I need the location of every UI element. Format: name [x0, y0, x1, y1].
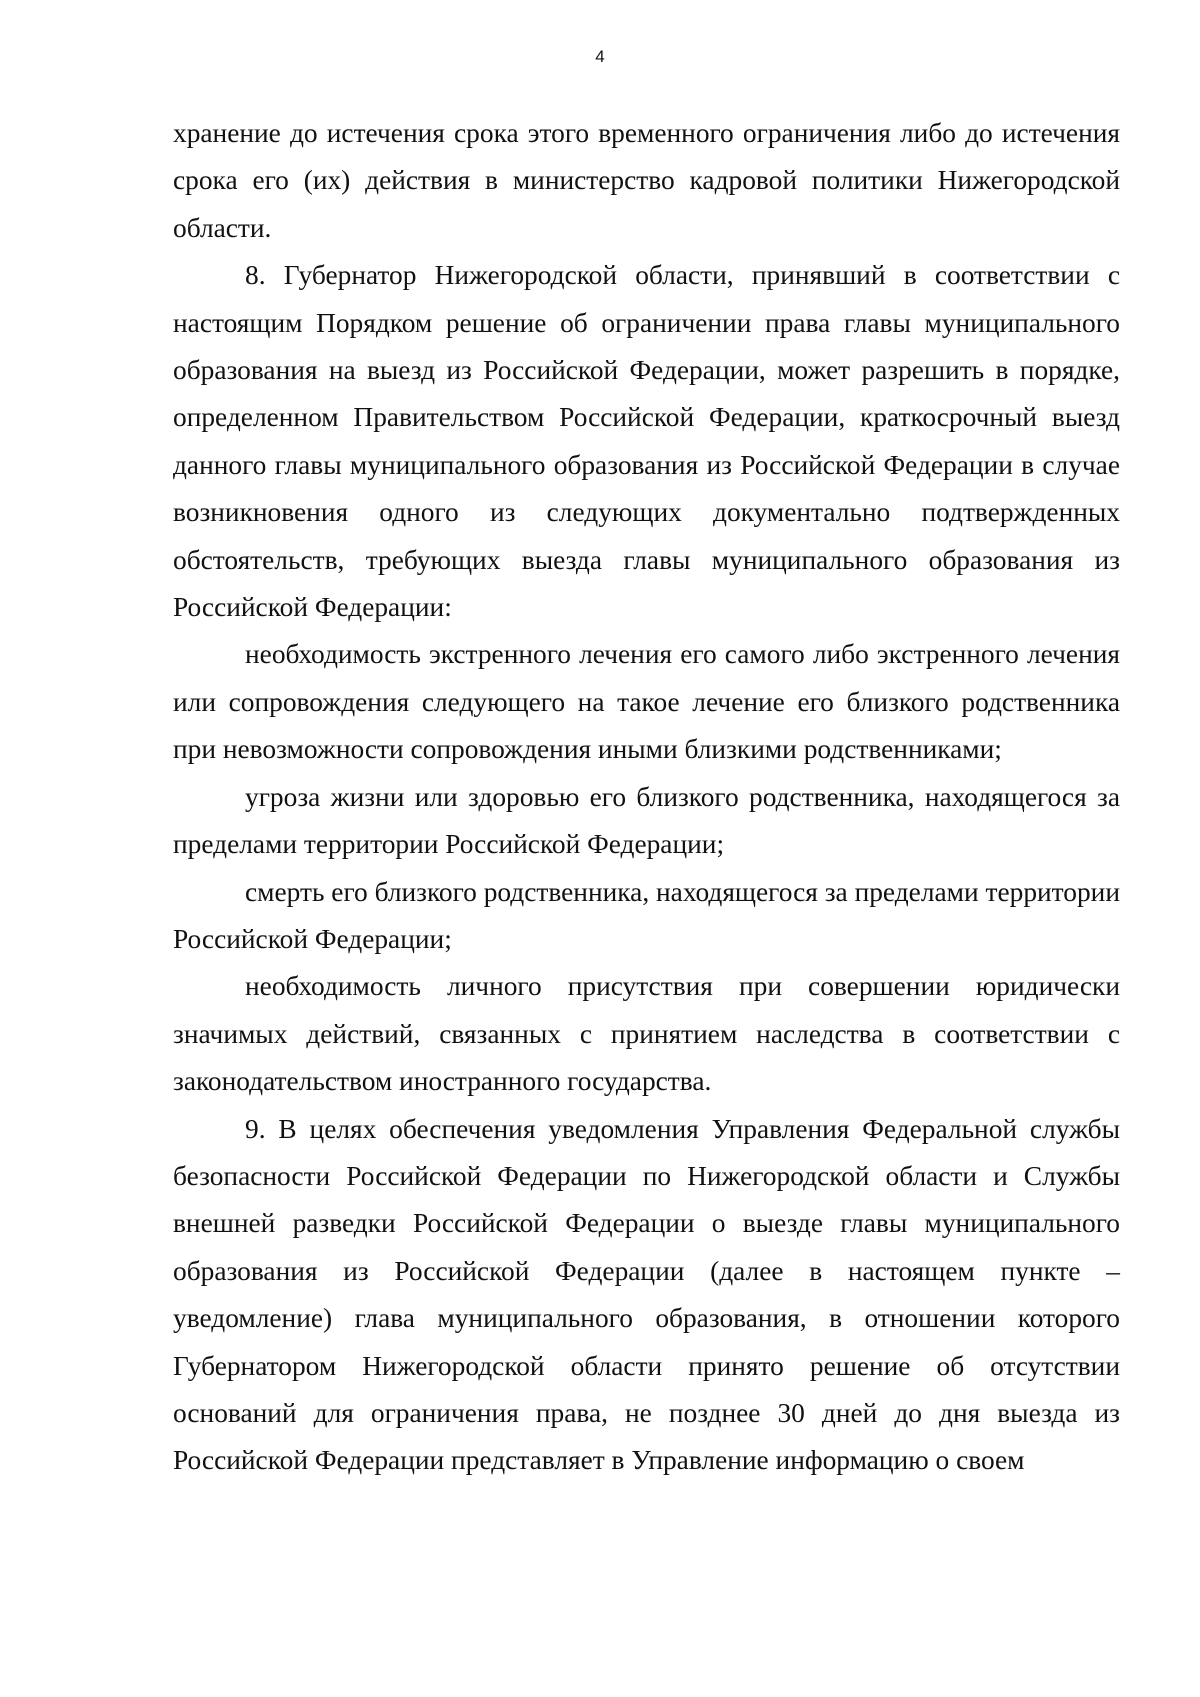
paragraph-circumstance-death: смерть его близкого родственника, находящегося за пределами территории Российской Федерации;	[173, 876, 1120, 954]
document-body	[173, 110, 1120, 1485]
paragraph-item-8: 8. Губернатор Нижегородской области, принявший в соответствии с настоящим Порядком решение об ограничении права главы муниципального образования на выезд из Российской Федерации, может разрешить в порядке, определенном Правительством Российской Федерации, краткосрочный выезд данного главы муниципального образования из Российской Федерации в случае возникновения одного из следующих документально подтвержденных обстоятельств, требующих выезда главы муниципального образования из Российской Федерации:	[173, 260, 1120, 623]
paragraph-circumstance-treatment: необходимость экстренного лечения его самого либо экстренного лечения или сопровождения следующего на такое лечение его близкого родственника при невозможности сопровождения иными близкими родственниками;	[173, 639, 1120, 765]
paragraph-item-9: 9. В целях обеспечения уведомления Управления Федеральной службы безопасности Российской Федерации по Нижегородской области и Службы внешней разведки Российской Федерации о выезде главы муниципального образования из Российской Федерации (далее в настоящем пункте – уведомление) глава муниципального образования, в отношении которого Губернатором Нижегородской области принято решение об отсутствии оснований для ограничения права, не позднее 30 дней до дня выезда из Российской Федерации представляет в Управление информацию о своем	[173, 1113, 1120, 1476]
page-number: 4	[595, 47, 605, 66]
paragraph-circumstance-inheritance: необходимость личного присутствия при совершении юридически значимых действий, связанных с принятием наследства в соответствии с законодательством иностранного государства.	[173, 971, 1120, 1097]
paragraph-circumstance-threat: угроза жизни или здоровью его близкого родственника, находящегося за пределами территории Российской Федерации;	[173, 781, 1120, 860]
paragraph-continuation: хранение до истечения срока этого временного ограничения либо до истечения срока его (их) действия в министерство кадровой политики Нижегородской области.	[173, 118, 1120, 243]
